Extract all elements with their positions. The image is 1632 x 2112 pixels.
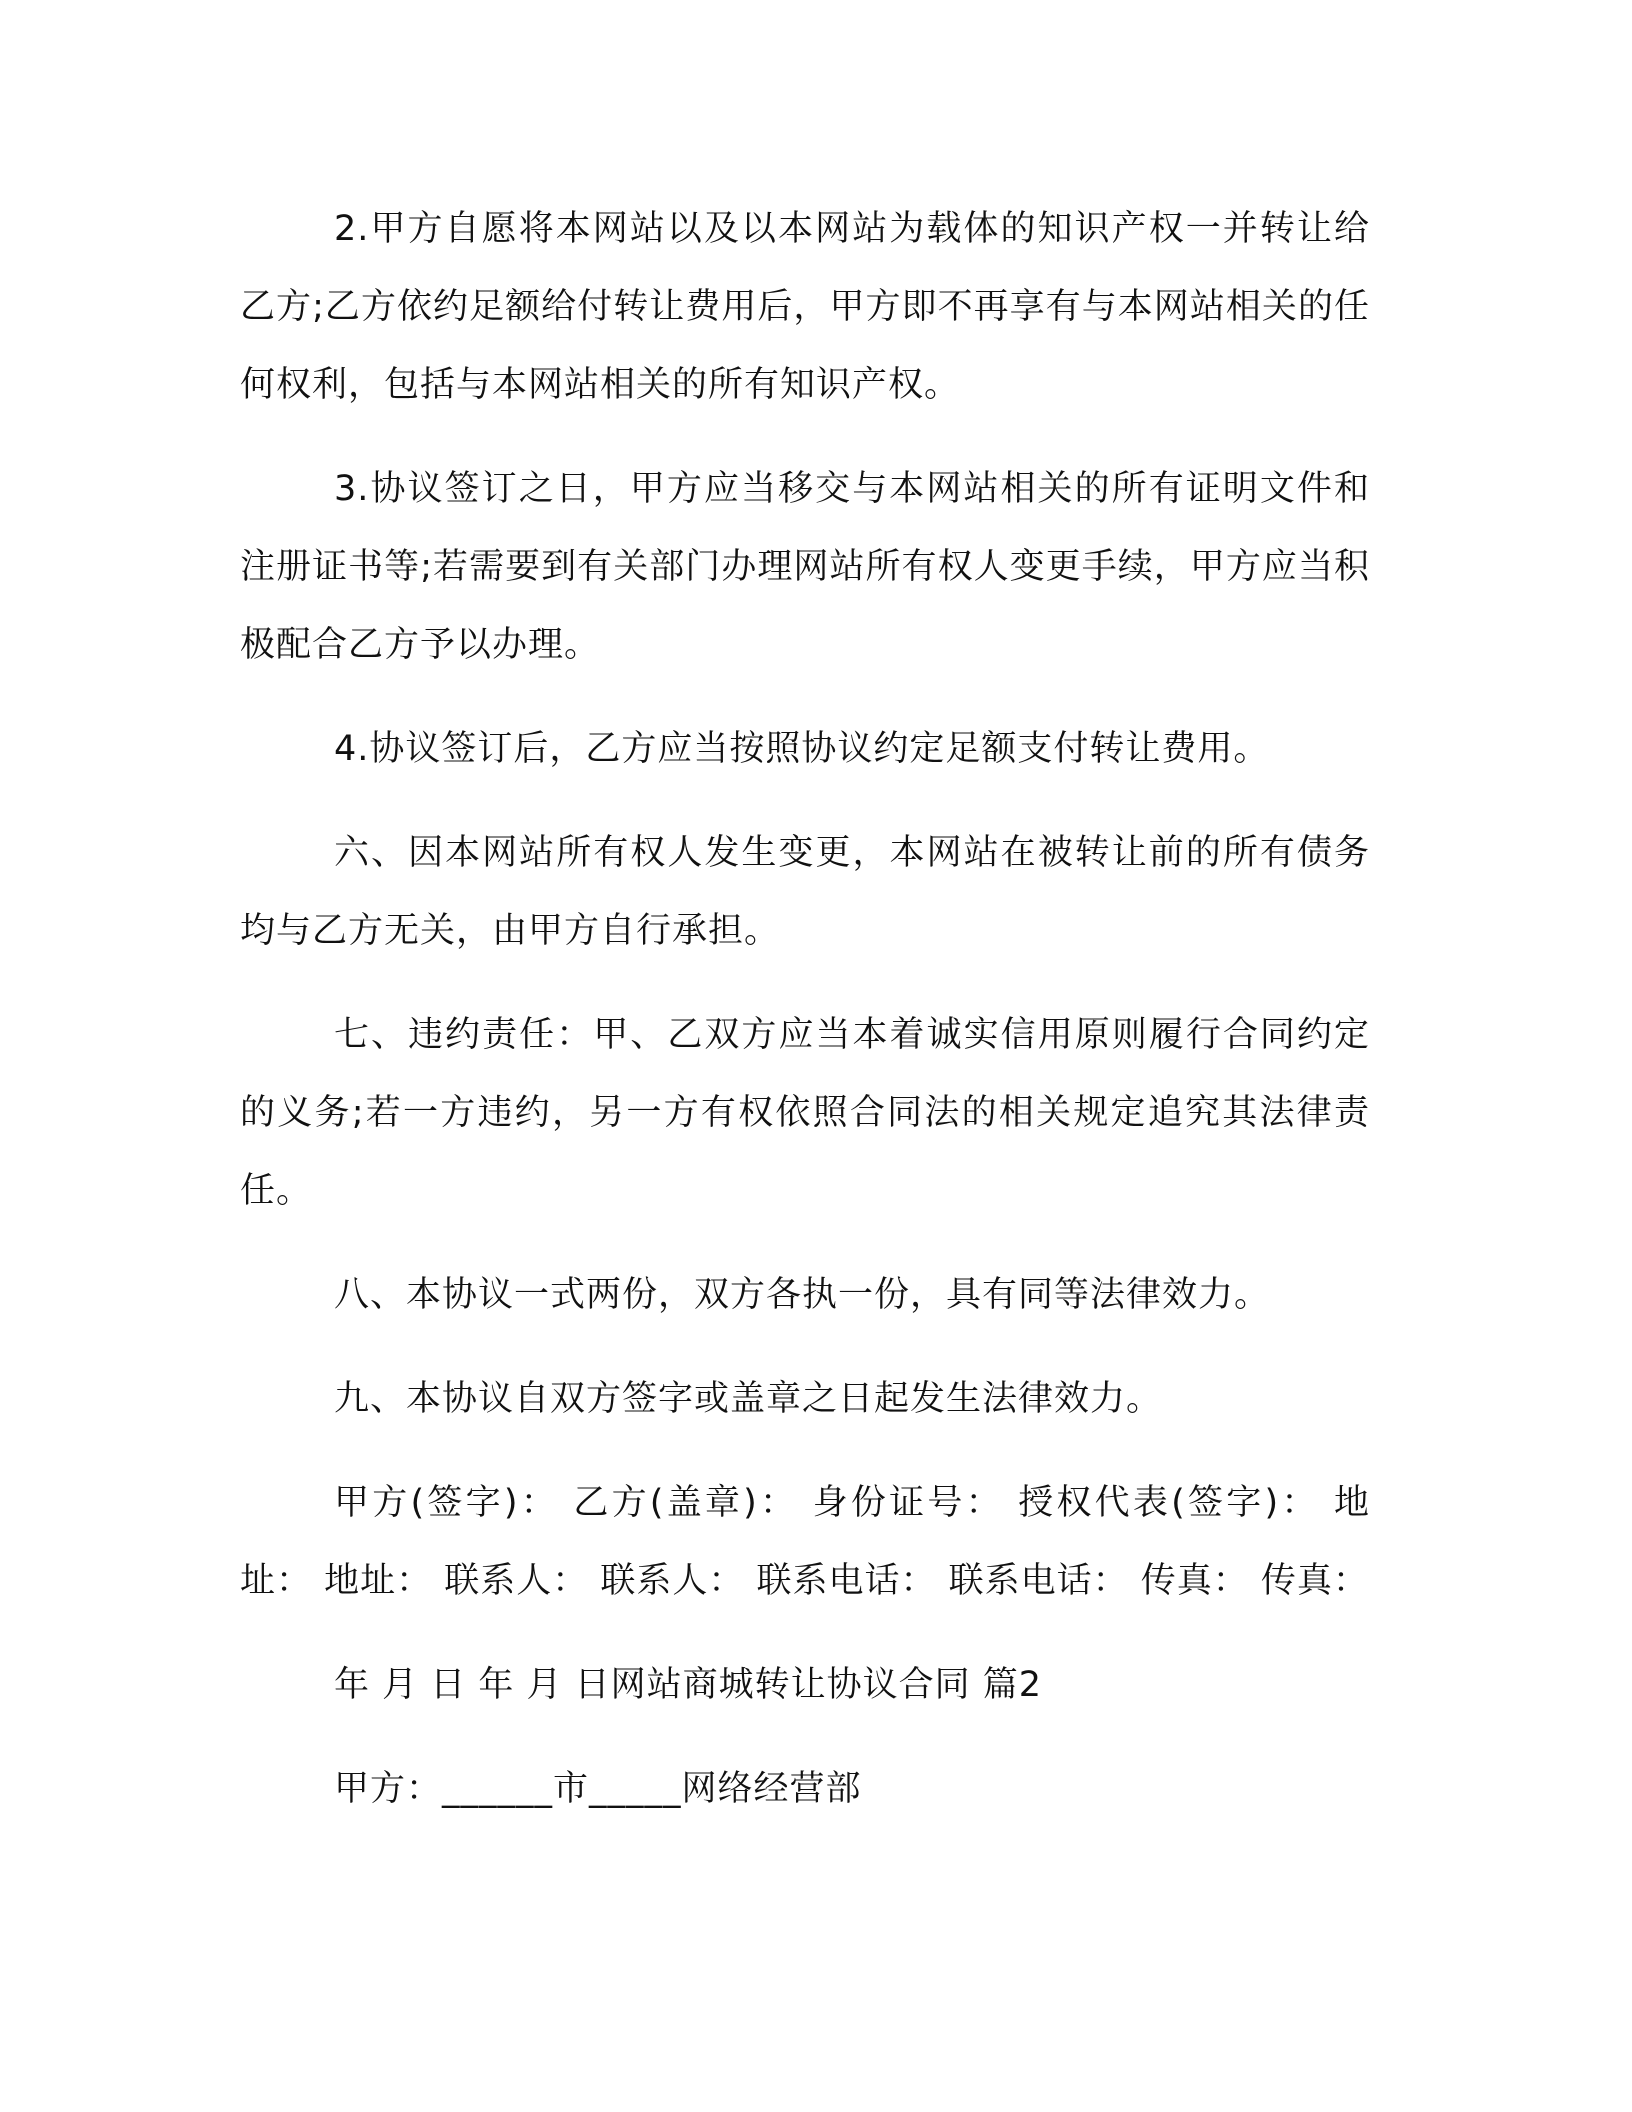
date-and-section-title: 年 月 日 年 月 日网站商城转让协议合同 篇2 [334, 1665, 1043, 1705]
clause-4-paragraph: 4.协议签订后，乙方应当按照协议约定足额支付转让费用。 [334, 729, 1270, 769]
article-8-paragraph: 八、本协议一式两份，双方各执一份，具有同等法律效力。 [334, 1275, 1271, 1315]
article-6-paragraph: 六、因本网站所有权人发生变更，本网站在被转让前的所有债务均与乙方无关，由甲方自行承担。 [240, 833, 1370, 951]
signature-block: 甲方(签字)： 乙方(盖章)： 身份证号： 授权代表(签字)： 地址： 地址： 联系人： 联系人： 联系电话： 联系电话： 传真： 传真： [240, 1483, 1370, 1601]
article-7-paragraph: 七、违约责任：甲、乙双方应当本着诚实信用原则履行合同约定的义务;若一方违约，另一方有权依照合同法的相关规定追究其法律责任。 [240, 1015, 1370, 1211]
clause-2-paragraph: 2.甲方自愿将本网站以及以本网站为载体的知识产权一并转让给乙方;乙方依约足额给付转让费用后，甲方即不再享有与本网站相关的任何权利，包括与本网站相关的所有知识产权。 [240, 209, 1370, 405]
clause-3-paragraph: 3.协议签订之日，甲方应当移交与本网站相关的所有证明文件和注册证书等;若需要到有关部门办理网站所有权人变更手续，甲方应当积极配合乙方予以办理。 [240, 469, 1370, 665]
article-9-paragraph: 九、本协议自双方签字或盖章之日起发生法律效力。 [334, 1379, 1163, 1419]
party-a-line: 甲方：______市_____网络经营部 [334, 1769, 862, 1809]
document-body [240, 190, 1370, 1828]
